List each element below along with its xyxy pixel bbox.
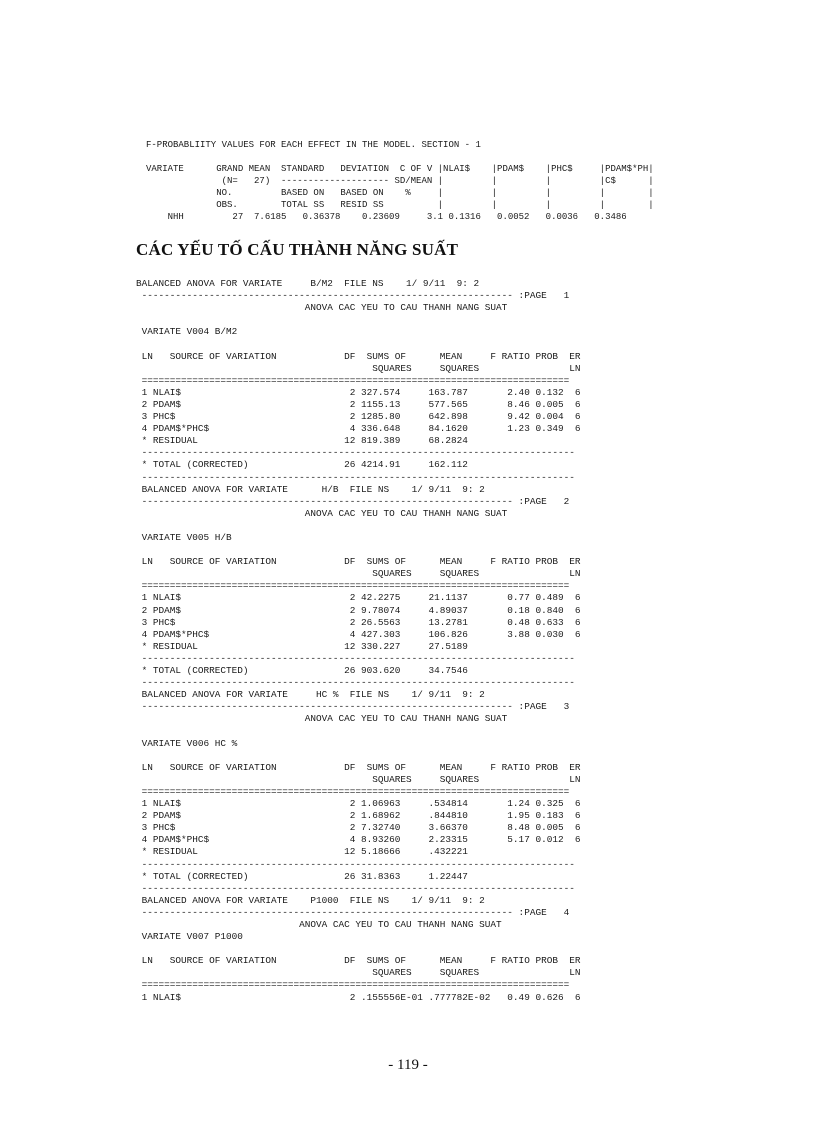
anova-line: 3 PHC$ 2 1285.80 642.898 9.42 0.004 6 — [136, 411, 581, 423]
fprob-line: F-PROBABLIITY VALUES FOR EACH EFFECT IN THE MODEL. SECTION - 1 — [146, 140, 481, 150]
anova-line: ============================================================================ — [136, 785, 570, 797]
anova-line: SQUARES SQUARES LN — [136, 773, 581, 785]
anova-line: ANOVA CAC YEU TO CAU THANH NANG SUAT — [136, 302, 508, 314]
anova-line: SQUARES SQUARES LN — [136, 568, 581, 580]
anova-line: 4 PDAM$*PHC$ 4 8.93260 2.23315 5.17 0.012 6 — [136, 834, 581, 846]
fprob-line: VARIATE GRAND MEAN STANDARD DEVIATION C OF V |NLAI$ |PDAM$ |PHC$ |PDAM$*PH| — [146, 164, 654, 174]
anova-line: ============================================================================ — [136, 580, 570, 592]
anova-line: ----------------------------------------------------------------------------- — [136, 652, 575, 664]
anova-line: * RESIDUAL 12 330.227 27.5189 — [136, 640, 468, 652]
anova-line: LN SOURCE OF VARIATION DF SUMS OF MEAN F RATIO PROB ER — [136, 955, 581, 967]
anova-line: 4 PDAM$*PHC$ 4 336.648 84.1620 1.23 0.349 6 — [136, 423, 581, 435]
anova-line: SQUARES SQUARES LN — [136, 967, 581, 979]
anova-line: * RESIDUAL 12 5.18666 .432221 — [136, 846, 468, 858]
page-number: - 119 - — [388, 1057, 428, 1073]
anova-line: 2 PDAM$ 2 1155.13 577.565 8.46 0.005 6 — [136, 398, 581, 410]
anova-line: ------------------------------------------------------------------ :PAGE 3 — [136, 701, 570, 713]
anova-line: 1 NLAI$ 2 .155556E-01 .777782E-02 0.49 0.626 6 — [136, 991, 581, 1003]
anova-line: VARIATE V004 B/M2 — [136, 326, 238, 338]
anova-line: ============================================================================ — [136, 374, 570, 386]
anova-line: ----------------------------------------------------------------------------- — [136, 858, 575, 870]
anova-line: 4 PDAM$*PHC$ 4 427.303 106.826 3.88 0.030 6 — [136, 628, 581, 640]
anova-line: BALANCED ANOVA FOR VARIATE HC % FILE NS 1/ 9/11 9: 2 — [136, 689, 485, 701]
anova-line: 3 PHC$ 2 7.32740 3.66370 8.48 0.005 6 — [136, 822, 581, 834]
anova-line: 3 PHC$ 2 26.5563 13.2781 0.48 0.633 6 — [136, 616, 581, 628]
fprob-line: NHH 27 7.6185 0.36378 0.23609 3.1 0.1316 0.0052 0.0036 0.3486 — [146, 212, 627, 222]
f-probability-table — [146, 139, 654, 223]
anova-line: ------------------------------------------------------------------ :PAGE 1 — [136, 290, 570, 302]
anova-line: ----------------------------------------------------------------------------- — [136, 882, 575, 894]
anova-line: ----------------------------------------------------------------------------- — [136, 471, 575, 483]
anova-line: ----------------------------------------------------------------------------- — [136, 447, 575, 459]
anova-line: ANOVA CAC YEU TO CAU THANH NANG SUAT — [136, 507, 508, 519]
anova-line: LN SOURCE OF VARIATION DF SUMS OF MEAN F RATIO PROB ER — [136, 556, 581, 568]
anova-line: ----------------------------------------------------------------------------- — [136, 677, 575, 689]
anova-line: 1 NLAI$ 2 327.574 163.787 2.40 0.132 6 — [136, 386, 581, 398]
anova-line: * RESIDUAL 12 819.389 68.2824 — [136, 435, 468, 447]
fprob-line: NO. BASED ON BASED ON % | | | | | — [146, 188, 654, 198]
anova-line: SQUARES SQUARES LN — [136, 362, 581, 374]
anova-line: ------------------------------------------------------------------ :PAGE 2 — [136, 495, 570, 507]
anova-line: LN SOURCE OF VARIATION DF SUMS OF MEAN F RATIO PROB ER — [136, 761, 581, 773]
anova-line: ------------------------------------------------------------------ :PAGE 4 — [136, 906, 570, 918]
anova-line: VARIATE V007 P1000 — [136, 931, 243, 943]
anova-line: 1 NLAI$ 2 1.06963 .534814 1.24 0.325 6 — [136, 798, 581, 810]
anova-line: LN SOURCE OF VARIATION DF SUMS OF MEAN F RATIO PROB ER — [136, 350, 581, 362]
anova-line: * TOTAL (CORRECTED) 26 31.8363 1.22447 — [136, 870, 468, 882]
fprob-line: (N= 27) -------------------- SD/MEAN | | | |C$ | — [146, 176, 654, 186]
anova-line: 2 PDAM$ 2 9.78074 4.89037 0.18 0.840 6 — [136, 604, 581, 616]
anova-line: BALANCED ANOVA FOR VARIATE P1000 FILE NS 1/ 9/11 9: 2 — [136, 894, 485, 906]
anova-line: ANOVA CAC YEU TO CAU THANH NANG SUAT — [136, 713, 508, 725]
anova-line: 1 NLAI$ 2 42.2275 21.1137 0.77 0.489 6 — [136, 592, 581, 604]
anova-output — [136, 278, 580, 1004]
anova-line: BALANCED ANOVA FOR VARIATE B/M2 FILE NS 1/ 9/11 9: 2 — [136, 278, 480, 289]
anova-line: ANOVA CAC YEU TO CAU THANH NANG SUAT — [136, 918, 502, 930]
anova-line: 2 PDAM$ 2 1.68962 .844810 1.95 0.183 6 — [136, 810, 581, 822]
anova-line: BALANCED ANOVA FOR VARIATE H/B FILE NS 1/ 9/11 9: 2 — [136, 483, 485, 495]
anova-line: VARIATE V006 HC % — [136, 737, 238, 749]
anova-line: * TOTAL (CORRECTED) 26 4214.91 162.112 — [136, 459, 468, 471]
anova-line: VARIATE V005 H/B — [136, 531, 232, 543]
anova-line: * TOTAL (CORRECTED) 26 903.620 34.7546 — [136, 665, 468, 676]
anova-line: ============================================================================ — [136, 979, 570, 991]
fprob-line: OBS. TOTAL SS RESID SS | | | | | — [146, 200, 654, 210]
section-heading: CÁC YẾU TỐ CẤU THÀNH NĂNG SUẤT — [136, 240, 459, 259]
